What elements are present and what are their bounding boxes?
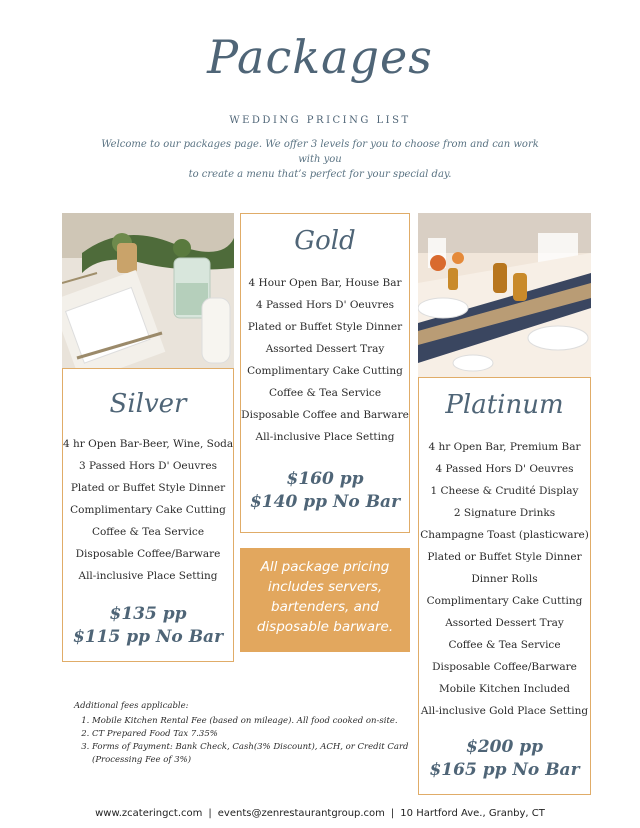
page-title: Packages [207,30,433,84]
platinum-price: $200 pp [465,737,543,757]
gold-package-title: Gold [294,226,356,256]
fees-list [74,715,414,754]
list-item: Disposable Coffee and Barware [241,409,409,421]
list-item: Coffee & Tea Service [91,526,205,538]
list-item: 4 Passed Hors D' Oeuvres [256,299,394,311]
gold-price: $160 pp [286,469,364,489]
pricing-note [240,548,410,652]
list-item: Coffee & Tea Service [448,639,561,651]
gold-price-no-bar: $140 pp No Bar [249,492,401,512]
list-item: Complimentary Cake Cutting [70,504,226,516]
address-text: 10 Hartford Ave., Granby, CT [400,808,545,819]
intro-line: to create a menu that’s perfect for your special day. [188,169,452,180]
note-line: disposable barware. [256,619,394,635]
email-link[interactable]: events@zenrestaurantgroup.com [217,808,385,819]
list-item: Assorted Dessert Tray [265,343,385,355]
list-item: Assorted Dessert Tray [445,617,564,629]
silver-package-card [62,368,234,662]
silver-package-title: Silver [109,389,187,419]
list-item: Disposable Coffee/Barware [432,661,577,673]
list-item: 4 hr Open Bar-Beer, Wine, Soda [63,438,234,450]
list-item: 1 Cheese & Crudité Display [430,485,579,497]
list-item: 1. Mobile Kitchen Rental Fee (based on mileage). All food cooked on-site. [92,715,414,728]
list-item: Plated or Buffet Style Dinner [70,482,226,494]
list-item: Complimentary Cake Cutting [247,365,403,377]
list-item: Coffee & Tea Service [268,387,382,399]
platinum-package-card [418,377,591,795]
list-item: All-inclusive Gold Place Setting [420,705,589,717]
intro-line: Welcome to our packages page. We offer 3 levels for you to choose from and can work with you [101,139,539,165]
divider: | [390,808,395,819]
list-item: All-inclusive Place Setting [78,570,218,582]
silver-photo [62,213,234,370]
note-line: All package pricing [260,559,390,575]
silver-price: $135 pp [109,604,187,624]
fees-continuation: (Processing Fee of 3%) [92,755,192,765]
list-item: Mobile Kitchen Included [438,683,570,695]
gold-features-list [241,272,409,448]
list-item: 4 Hour Open Bar, House Bar [248,277,402,289]
silver-price-no-bar: $115 pp No Bar [72,627,224,647]
list-item: 4 hr Open Bar, Premium Bar [428,441,581,453]
footer-contact [0,808,640,819]
website-link[interactable]: www.zcateringct.com [95,808,203,819]
list-item: Disposable Coffee/Barware [75,548,221,560]
note-line: bartenders, and [271,599,379,615]
intro-text [100,137,540,182]
gold-package-card [240,213,410,533]
platinum-price-no-bar: $165 pp No Bar [429,760,580,780]
list-item: 3. Forms of Payment: Bank Check, Cash(3% Discount), ACH, or Credit Card [92,741,414,754]
list-item: Plated or Buffet Style Dinner [247,321,403,333]
note-line: includes servers, [267,579,383,595]
list-item: 4 Passed Hors D' Oeuvres [435,463,574,475]
list-item: 2. CT Prepared Food Tax 7.35% [92,728,414,741]
list-item: Dinner Rolls [471,573,538,585]
divider: | [208,808,212,819]
list-item: 2 Signature Drinks [453,507,556,519]
page-subtitle: WEDDING PRICING LIST [229,115,411,126]
list-item: 3 Passed Hors D' Oeuvres [79,460,217,472]
list-item: Plated or Buffet Style Dinner [427,551,582,563]
additional-fees [74,700,414,767]
list-item: Complimentary Cake Cutting [426,595,583,607]
silver-features-list [63,433,233,587]
platinum-features-list [419,436,590,722]
list-item: All-inclusive Place Setting [255,431,395,443]
list-item: Champagne Toast (plasticware) [420,529,589,541]
platinum-package-title: Platinum [445,390,564,420]
fees-heading: Additional fees applicable: [74,701,189,711]
platinum-photo [418,213,591,379]
